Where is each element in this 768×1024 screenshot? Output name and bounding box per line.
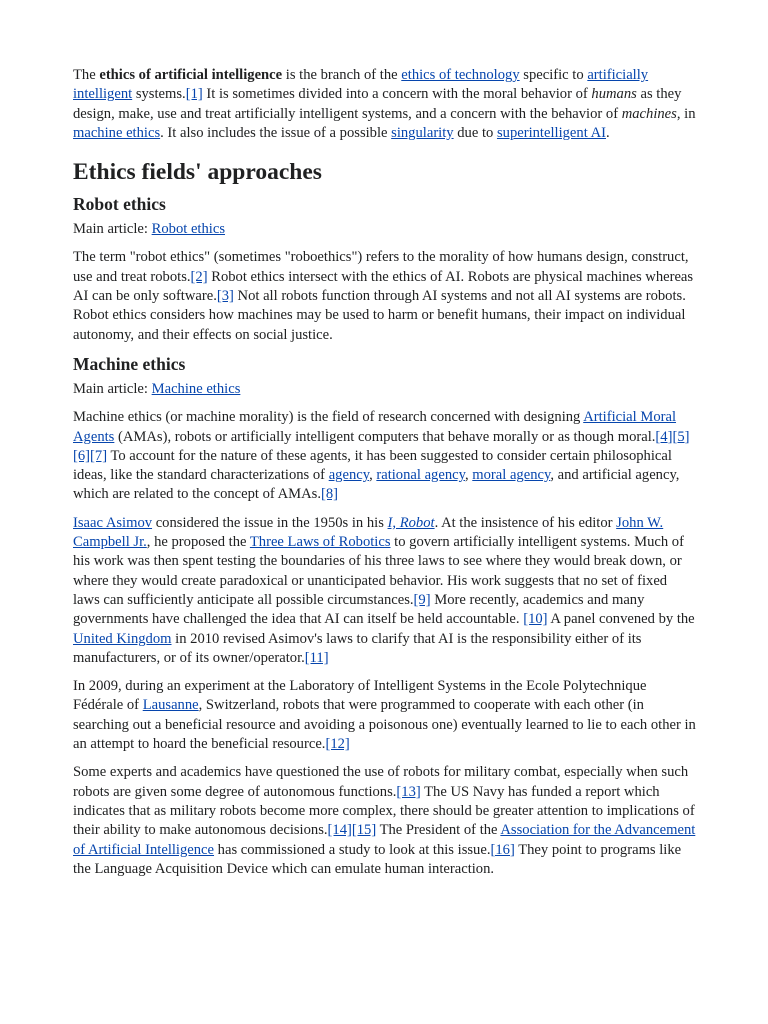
section-heading-approaches: Ethics fields' approaches <box>73 159 322 186</box>
link-machine-ethics[interactable]: machine ethics <box>73 124 161 141</box>
text: Robot ethics intersect with the ethics of AI. Robots are physical machines whereas AI can be only software. <box>73 268 694 305</box>
text: Not all robots function through AI systems and not all AI systems are robots. Robot ethics considers how machines may be used to harm or benefit humans, their impact on individual autonomy, and their effects on social justice. <box>73 288 686 343</box>
subsection-heading-machine-ethics: Machine ethics <box>73 353 186 374</box>
text: Main article: <box>73 380 152 397</box>
link-i-robot[interactable] <box>388 515 435 531</box>
text: , Switzerland, robots that were programmed to cooperate with each other (in searching out a beneficial resource and avoiding a poisonous one) eventually learned to lie to each other in an attempt to hoard the beneficial resource. <box>73 697 696 753</box>
machine-ethics-paragraph-3 <box>73 677 696 754</box>
text: Main article: <box>73 221 152 238</box>
text: , <box>464 467 473 484</box>
text: specific to <box>519 67 588 83</box>
ref-link-14[interactable]: [14] <box>327 822 352 839</box>
text: in 2010 revised Asimov's laws to clarify that AI is the responsibility either of its manufacturers, or of its owner/operator. <box>73 630 642 666</box>
text: To account for the nature of these agents, it has been suggested to consider certain philosophical ideas, like the standard characterizations of <box>73 447 672 484</box>
text: The term "robot ethics" (sometimes "roboethics") refers to the morality of how humans design, construct, use and treat robots. <box>73 249 689 285</box>
italic-term: machines <box>621 105 677 122</box>
text: In 2009, during an experiment at the Laboratory of Intelligent Systems in the Ecole Polytechnique Fédérale of <box>73 678 647 714</box>
ref-link-11[interactable]: [11] <box>304 649 329 666</box>
subsection-heading-robot-ethics: Robot ethics <box>73 194 166 215</box>
italic-term: humans <box>591 86 637 103</box>
ref-link-16[interactable]: [16] <box>490 841 515 858</box>
text: as they design, make, use and treat artificially intelligent systems, and a concern with the behavior of <box>73 86 682 122</box>
link-isaac-asimov[interactable]: Isaac Asimov <box>73 514 153 531</box>
text: is the branch of the <box>282 67 402 83</box>
link-agency[interactable]: agency <box>328 467 370 484</box>
link-moral-agency[interactable]: moral agency <box>472 467 551 484</box>
text: (AMAs), robots or artificially intelligent computers that behave morally or as though moral. <box>114 428 656 445</box>
main-article-note <box>73 380 696 399</box>
link-three-laws-of-robotics[interactable]: Three Laws of Robotics <box>249 534 391 551</box>
text: . <box>606 124 610 141</box>
italic-title: I, Robot <box>387 514 435 531</box>
text: It is sometimes divided into a concern with the moral behavior of <box>202 86 592 103</box>
text: , he proposed the <box>146 534 250 551</box>
text: Some experts and academics have questioned the use of robots for military combat, especially when such robots are given some degree of autonomous functions. <box>73 764 689 800</box>
ref-link-2[interactable]: [2] <box>190 268 208 285</box>
ref-link-13[interactable]: [13] <box>396 783 421 800</box>
ref-link-7[interactable]: [7] <box>90 447 108 464</box>
text: The <box>73 67 100 83</box>
link-artificially-intelligent[interactable]: artificially intelligent <box>73 67 649 103</box>
text: has commissioned a study to look at this issue. <box>214 841 491 858</box>
link-united-kingdom[interactable]: United Kingdom <box>73 630 172 647</box>
intro-paragraph <box>73 66 696 143</box>
ref-link-9[interactable]: [9] <box>413 591 431 608</box>
link-lausanne[interactable]: Lausanne <box>142 697 199 714</box>
ref-link-12[interactable]: [12] <box>325 736 350 753</box>
link-superintelligent-ai[interactable]: superintelligent AI <box>496 124 606 141</box>
ref-link-1[interactable]: [1] <box>185 86 203 103</box>
text: , <box>369 467 377 484</box>
text: considered the issue in the 1950s in his <box>152 514 388 531</box>
text: due to <box>453 124 497 141</box>
ref-link-5[interactable]: [5] <box>672 428 690 445</box>
main-article-note <box>73 220 696 239</box>
machine-ethics-paragraph-1 <box>73 408 696 504</box>
text: Machine ethics (or machine morality) is the field of research concerned with designing <box>73 409 584 426</box>
ref-link-10[interactable]: [10] <box>523 611 548 628</box>
text: . At the insistence of his editor <box>434 514 617 531</box>
machine-ethics-paragraph-4 <box>73 763 696 879</box>
ref-link-8[interactable]: [8] <box>321 486 339 503</box>
text: , and artificial agency, which are related to the concept of AMAs. <box>73 467 680 503</box>
machine-ethics-paragraph-2 <box>73 514 696 668</box>
link-artificial-moral-agents[interactable]: Artificial Moral Agents <box>73 409 677 445</box>
ref-link-15[interactable]: [15] <box>351 822 377 839</box>
ref-link-6[interactable]: [6] <box>73 447 91 464</box>
bold-term: ethics of artificial intelligence <box>99 67 283 83</box>
text: , in <box>676 105 696 122</box>
text: to govern artificially intelligent systems. Much of his work was then spent testing the boundaries of his three laws to see where they would break down, or where they would create paradoxical or unanticipated behavior. His work suggests that no set of fixed laws can sufficiently anticipate all possible circumstances. <box>73 534 684 608</box>
link-aaai[interactable]: Association for the Advancement of Artificial Intelligence <box>73 822 696 858</box>
link-singularity[interactable]: singularity <box>391 124 454 141</box>
text: A panel convened by the <box>547 611 695 628</box>
link-john-w-campbell[interactable]: John W. Campbell Jr. <box>73 514 664 551</box>
robot-ethics-paragraph <box>73 248 696 344</box>
text: systems. <box>132 86 186 103</box>
link-ethics-of-technology[interactable]: ethics of technology <box>401 67 520 83</box>
text: . It also includes the issue of a possible <box>160 124 392 141</box>
text: The President of the <box>376 822 501 839</box>
text: They point to programs like the Language Acquisition Device which can emulate human interaction. <box>73 841 682 877</box>
link-machine-ethics-main[interactable]: Machine ethics <box>151 380 241 397</box>
text: More recently, academics and many governments have challenged the idea that AI can itself be held accountable. <box>73 591 645 628</box>
ref-link-4[interactable]: [4] <box>655 428 673 445</box>
link-robot-ethics[interactable]: Robot ethics <box>151 221 225 238</box>
text: The US Navy has funded a report which indicates that as military robots become more complex, there should be greater attention to implications of their ability to make autonomous decisions. <box>73 783 695 839</box>
link-rational-agency[interactable]: rational agency <box>376 467 465 484</box>
ref-link-3[interactable]: [3] <box>216 288 234 305</box>
